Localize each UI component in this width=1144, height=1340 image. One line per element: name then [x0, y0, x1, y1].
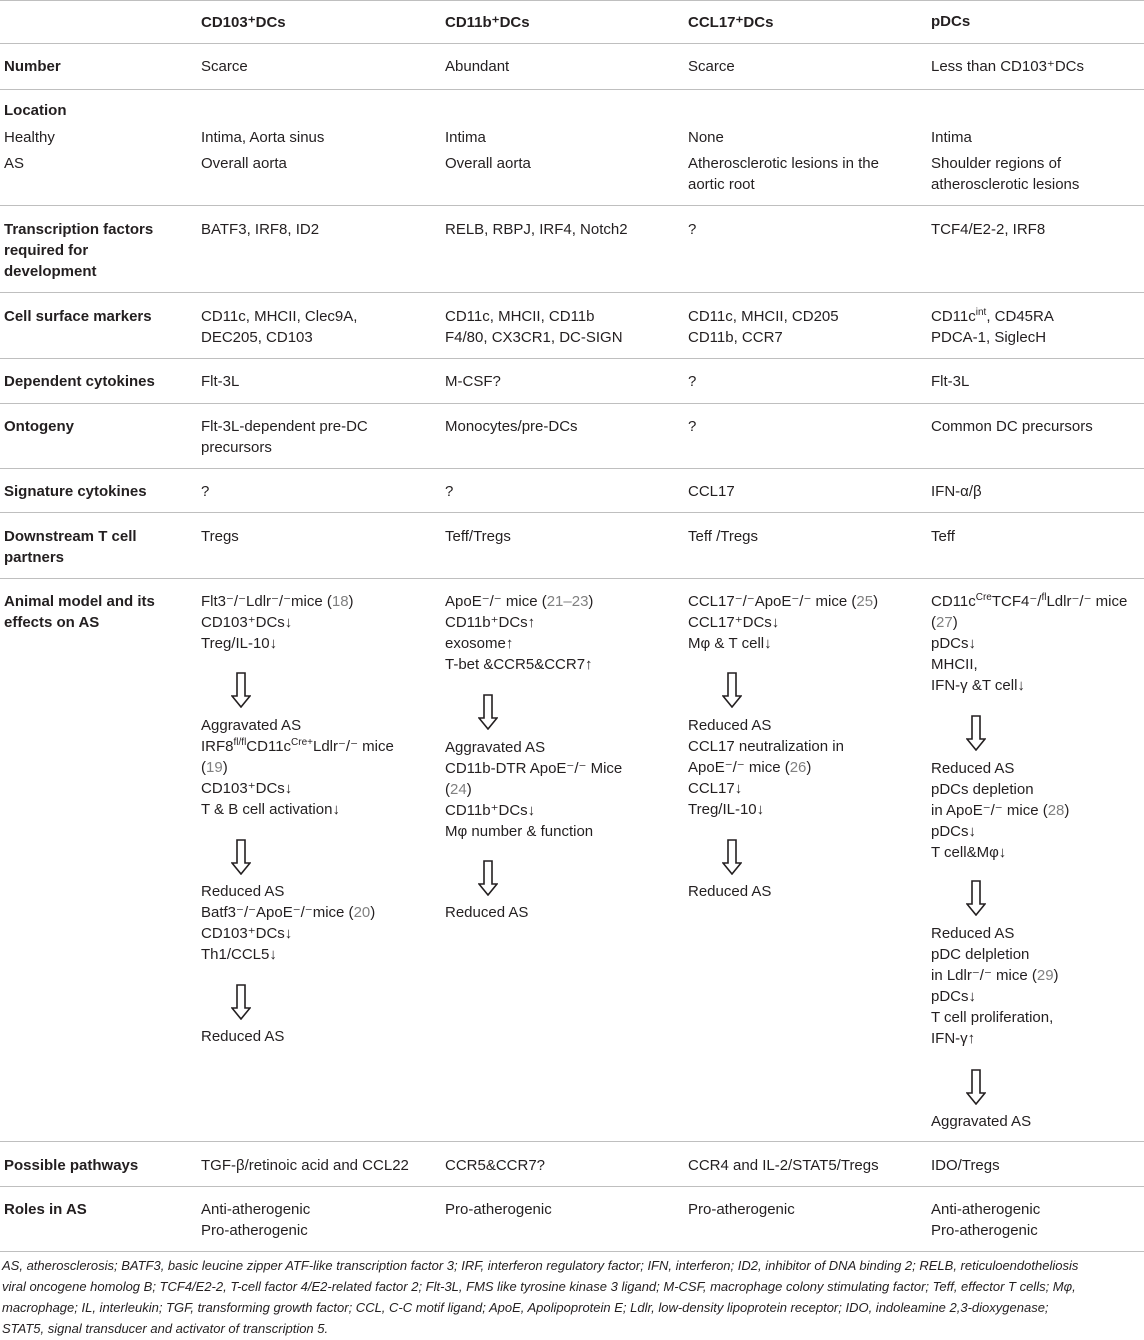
cell-markers-cd103 [201, 306, 357, 348]
reference-link[interactable]: 20 [353, 904, 371, 921]
label-line: Transcription factors [4, 221, 154, 238]
row-label-healthy: Healthy [4, 129, 55, 146]
row-label-possible-pathways: Possible pathways [4, 1157, 139, 1174]
cell-line: CD103⁺DCs↓ [201, 925, 293, 942]
cell-line: pDCs↓ [931, 823, 977, 840]
cell-roles-cd11b: Pro-atherogenic [445, 1201, 552, 1218]
cell-line: Shoulder regions of [931, 155, 1062, 172]
down-arrow-icon [231, 839, 251, 875]
cell-line: CD11c, MHCII, CD11b [445, 308, 595, 325]
column-header-cd103: CD103⁺DCs [201, 14, 286, 31]
cell-markers-cd11b [445, 306, 623, 348]
cell-line: T-bet &CCR5&CCR7↑ [445, 656, 593, 673]
cell-line: ApoE⁻/⁻ mice (21–23) [445, 593, 594, 610]
cell-line: $IRF8^{fl/fl}CD11c^{Cre+}Ldlr^-/^-$ mice [201, 737, 394, 755]
cell-pathways-cd11b: CCR5&CCR7? [445, 1157, 546, 1174]
cell-line: CCL17⁻/⁻ApoE⁻/⁻ mice (25) [688, 593, 879, 610]
cell-line: Anti-atherogenic [931, 1201, 1041, 1218]
cell-partners-cd11b: Teff/Tregs [445, 528, 511, 545]
cell-line: Anti-atherogenic [201, 1201, 311, 1218]
cell-line: (19) [201, 759, 228, 776]
cell-animal-cd103-block1 [201, 591, 354, 654]
cell-as-cd103: Overall aorta [201, 155, 287, 172]
cell-animal-pdcs-block1 [931, 591, 1127, 696]
cell-line: T cell proliferation, [931, 1009, 1054, 1026]
cell-roles-pdcs [931, 1199, 1040, 1241]
cell-number-ccl17: Scarce [688, 58, 735, 75]
cell-line: CCL17↓ [688, 780, 743, 797]
cell-animal-cd11b-block1 [445, 591, 593, 675]
reference-link[interactable]: 27 [936, 614, 953, 631]
down-arrow-icon [722, 839, 742, 875]
row-rule [0, 468, 1144, 469]
label-line: Animal model and its [4, 593, 155, 610]
footnote-line: STAT5, signal transducer and activator of transcription 5. [2, 1321, 329, 1336]
label-line: Downstream T cell [4, 528, 137, 545]
cell-line: CD11b, CCR7 [688, 329, 783, 346]
label-line: development [4, 263, 97, 280]
cell-partners-ccl17: Teff /Tregs [688, 528, 759, 545]
row-rule [0, 89, 1144, 90]
cell-number-cd11b: Abundant [445, 58, 510, 75]
cell-healthy-cd11b: Intima [445, 129, 486, 146]
row-label-transcription-factors [4, 219, 153, 282]
column-header-cd11b: CD11b⁺DCs [445, 14, 530, 31]
row-label-downstream-partners [4, 526, 137, 568]
row-label-location: Location [4, 102, 67, 119]
cell-cytokines-pdcs: Flt-3L [931, 373, 970, 390]
row-rule [0, 292, 1144, 293]
cell-healthy-cd103: Intima, Aorta sinus [201, 129, 325, 146]
column-header-ccl17: CCL17⁺DCs [688, 14, 774, 31]
cell-line: CD11c, MHCII, Clec9A, [201, 308, 358, 325]
down-arrow-icon [478, 860, 498, 896]
footnote-line: macrophage; IL, interleukin; TGF, transforming growth factor; CCL, C-C motif ligand; ApoE, Apolipoprotein E; Ldlr, low-density lipoprotein receptor; IDO, indoleamine 2,3-dioxygenase; [2, 1300, 1049, 1315]
cell-ontogeny-pdcs: Common DC precursors [931, 418, 1093, 435]
cell-ontogeny-cd11b: Monocytes/pre-DCs [445, 418, 578, 435]
cell-line: ApoE⁻/⁻ mice (26) [688, 759, 812, 776]
cell-line: Aggravated AS [201, 717, 302, 734]
cell-line: T & B cell activation↓ [201, 801, 340, 818]
cell-line: pDCs depletion [931, 781, 1034, 798]
cell-ontogeny-ccl17: ? [688, 418, 697, 435]
cell-line: Reduced AS [201, 883, 285, 900]
cell-pathways-pdcs: IDO/Tregs [931, 1157, 1000, 1174]
cell-line: exosome↑ [445, 635, 514, 652]
cell-line: DEC205, CD103 [201, 329, 313, 346]
cell-markers-ccl17 [688, 306, 839, 348]
reference-link[interactable]: 29 [1036, 967, 1054, 984]
reference-link[interactable]: 19 [206, 759, 223, 776]
cell-tf-cd11b: RELB, RBPJ, IRF4, Notch2 [445, 221, 628, 238]
cell-line: IFN-γ &T cell↓ [931, 677, 1025, 694]
row-label-dependent-cytokines: Dependent cytokines [4, 373, 155, 390]
cell-line: CD11b-DTR ApoE⁻/⁻ Mice [445, 760, 623, 777]
cell-animal-ccl17-block3 [688, 881, 771, 902]
cell-animal-pdcs-block2 [931, 758, 1069, 863]
top-rule [0, 0, 1144, 1]
down-arrow-icon [966, 880, 986, 916]
cell-line: (24) [445, 781, 472, 798]
cell-as-ccl17 [688, 153, 879, 195]
down-arrow-icon [722, 672, 742, 708]
cell-line: Batf3⁻/⁻ApoE⁻/⁻mice (20) [201, 904, 376, 921]
row-rule [0, 1186, 1144, 1187]
cell-line: CD103⁺DCs↓ [201, 780, 293, 797]
down-arrow-icon [478, 694, 498, 730]
cell-line: Reduced AS [688, 717, 772, 734]
row-rule [0, 512, 1144, 513]
cell-signature-cd11b: ? [445, 483, 454, 500]
cell-line: Aggravated AS [445, 739, 546, 756]
label-line: partners [4, 549, 65, 566]
cell-line: MHCII, [931, 656, 978, 673]
cell-line: pDCs↓ [931, 635, 977, 652]
cell-line: pDC delpletion [931, 946, 1030, 963]
row-label-number: Number [4, 58, 61, 75]
reference-link[interactable]: 21–23 [546, 593, 589, 610]
cell-line: Pro-atherogenic [201, 1222, 308, 1239]
row-label-signature-cytokines: Signature cytokines [4, 483, 147, 500]
cell-animal-cd11b-block2 [445, 737, 622, 842]
cell-line: $CD11c^{Cre}TCF4^-/^{fl}Ldlr^-/^-$ mice [931, 592, 1128, 610]
cell-animal-cd11b-block3 [445, 902, 528, 923]
cell-markers-pdcs [931, 306, 1054, 348]
cell-line: in Ldlr⁻/⁻ mice (29) [931, 967, 1059, 984]
cell-line: (27) [931, 614, 958, 631]
row-label-cell-surface-markers: Cell surface markers [4, 308, 152, 325]
cell-pathways-cd103: TGF-β/retinoic acid and CCL22 [201, 1157, 409, 1174]
cell-line: Reduced AS [688, 883, 772, 900]
cell-line: IFN-γ↑ [931, 1030, 976, 1047]
cell-partners-cd103: Tregs [201, 528, 239, 545]
row-label-roles-in-as: Roles in AS [4, 1201, 87, 1218]
row-label-animal-model [4, 591, 155, 633]
cell-line: CCL17 neutralization in [688, 738, 844, 755]
reference-link[interactable]: 18 [331, 593, 349, 610]
cell-number-pdcs: Less than CD103⁺DCs [931, 58, 1084, 75]
reference-link[interactable]: 28 [1047, 802, 1065, 819]
cell-line: CD103⁺DCs↓ [201, 614, 293, 631]
row-rule [0, 403, 1144, 404]
cell-cytokines-ccl17: ? [688, 373, 697, 390]
cell-as-cd11b: Overall aorta [445, 155, 531, 172]
cell-animal-ccl17-block2 [688, 715, 844, 820]
cell-signature-pdcs: IFN-α/β [931, 483, 982, 500]
cell-number-cd103: Scarce [201, 58, 248, 75]
down-arrow-icon [231, 984, 251, 1020]
bottom-rule [0, 1251, 1144, 1252]
cell-animal-cd103-block4 [201, 1026, 284, 1047]
cell-signature-ccl17: CCL17 [688, 483, 735, 500]
cell-line: Treg/IL-10↓ [688, 801, 765, 818]
cell-line: Reduced AS [931, 925, 1015, 942]
row-label-ontogeny: Ontogeny [4, 418, 74, 435]
cell-line: Mφ number & function [445, 823, 594, 840]
cell-animal-ccl17-block1 [688, 591, 878, 654]
cell-animal-cd103-block2 [201, 715, 394, 820]
label-line: effects on AS [4, 614, 100, 631]
cell-line: T cell&Mφ↓ [931, 844, 1007, 861]
down-arrow-icon [966, 1069, 986, 1105]
cell-line: PDCA-1, SiglecH [931, 329, 1047, 346]
cell-line: atherosclerotic lesions [931, 176, 1080, 193]
cell-line: Atherosclerotic lesions in the [688, 155, 879, 172]
cell-as-pdcs [931, 153, 1079, 195]
cell-line: precursors [201, 439, 272, 456]
cell-cytokines-cd103: Flt-3L [201, 373, 240, 390]
cell-line: CD11b⁺DCs↑ [445, 614, 536, 631]
cell-pathways-ccl17: CCR4 and IL-2/STAT5/Tregs [688, 1157, 879, 1174]
cell-tf-pdcs: TCF4/E2-2, IRF8 [931, 221, 1046, 238]
cell-line: pDCs↓ [931, 988, 977, 1005]
cell-line: CD11c, MHCII, CD205 [688, 308, 839, 325]
cell-healthy-ccl17: None [688, 129, 724, 146]
cell-partners-pdcs: Teff [931, 528, 955, 545]
cell-line: in ApoE⁻/⁻ mice (28) [931, 802, 1070, 819]
row-rule [0, 578, 1144, 579]
reference-link[interactable]: 24 [450, 781, 467, 798]
row-rule [0, 205, 1144, 206]
cell-tf-ccl17: ? [688, 221, 697, 238]
row-rule [0, 1141, 1144, 1142]
cell-line: Reduced AS [201, 1028, 285, 1045]
label-line: required for [4, 242, 89, 259]
cell-line: Aggravated AS [931, 1113, 1032, 1130]
cell-line: Mφ & T cell↓ [688, 635, 772, 652]
cell-line: F4/80, CX3CR1, DC-SIGN [445, 329, 623, 346]
cell-roles-cd103 [201, 1199, 310, 1241]
cell-signature-cd103: ? [201, 483, 210, 500]
reference-link[interactable]: 26 [789, 759, 807, 776]
down-arrow-icon [231, 672, 251, 708]
cell-line: CCL17⁺DCs↓ [688, 614, 780, 631]
table-footnote [2, 1256, 1142, 1340]
cell-line: Th1/CCL5↓ [201, 946, 277, 963]
cell-healthy-pdcs: Intima [931, 129, 972, 146]
cell-line: Flt3⁻/⁻Ldlr⁻/⁻mice (18) [201, 593, 354, 610]
cell-line: Flt-3L-dependent pre-DC [201, 418, 368, 435]
cell-line: Treg/IL-10↓ [201, 635, 278, 652]
header-rule [0, 43, 1144, 44]
cell-animal-pdcs-block4 [931, 1111, 1031, 1132]
cell-line: Reduced AS [445, 904, 529, 921]
footnote-line: AS, atherosclerosis; BATF3, basic leucine zipper ATF-like transcription factor 3; IRF, interferon regulatory factor; IFN, interferon; ID2, inhibitor of DNA binding 2; RELB, reticuloendotheliosis [2, 1258, 1079, 1273]
cell-ontogeny-cd103 [201, 416, 368, 458]
down-arrow-icon [966, 715, 986, 751]
row-rule [0, 358, 1144, 359]
cell-line: Reduced AS [931, 760, 1015, 777]
cell-line: Pro-atherogenic [931, 1222, 1038, 1239]
cell-roles-ccl17: Pro-atherogenic [688, 1201, 795, 1218]
cell-animal-cd103-block3 [201, 881, 375, 965]
cell-line: $CD11c^{int}$, CD45RA [931, 307, 1054, 325]
reference-link[interactable]: 25 [856, 593, 874, 610]
cell-line: aortic root [688, 176, 755, 193]
cell-animal-pdcs-block3 [931, 923, 1059, 1049]
column-header-pdcs: pDCs [931, 13, 971, 30]
cell-tf-cd103: BATF3, IRF8, ID2 [201, 221, 320, 238]
cell-cytokines-cd11b: M-CSF? [445, 373, 501, 390]
row-label-as: AS [4, 155, 25, 172]
cell-line: CD11b⁺DCs↓ [445, 802, 536, 819]
footnote-line: viral oncogene homolog B; TCF4/E2-2, T-cell factor 4/E2-related factor 2; Flt-3L, FMS like tyrosine kinase 3 ligand; M-CSF, macrophage colony stimulating factor; Teff, effector T cells; Mφ, [2, 1279, 1076, 1294]
